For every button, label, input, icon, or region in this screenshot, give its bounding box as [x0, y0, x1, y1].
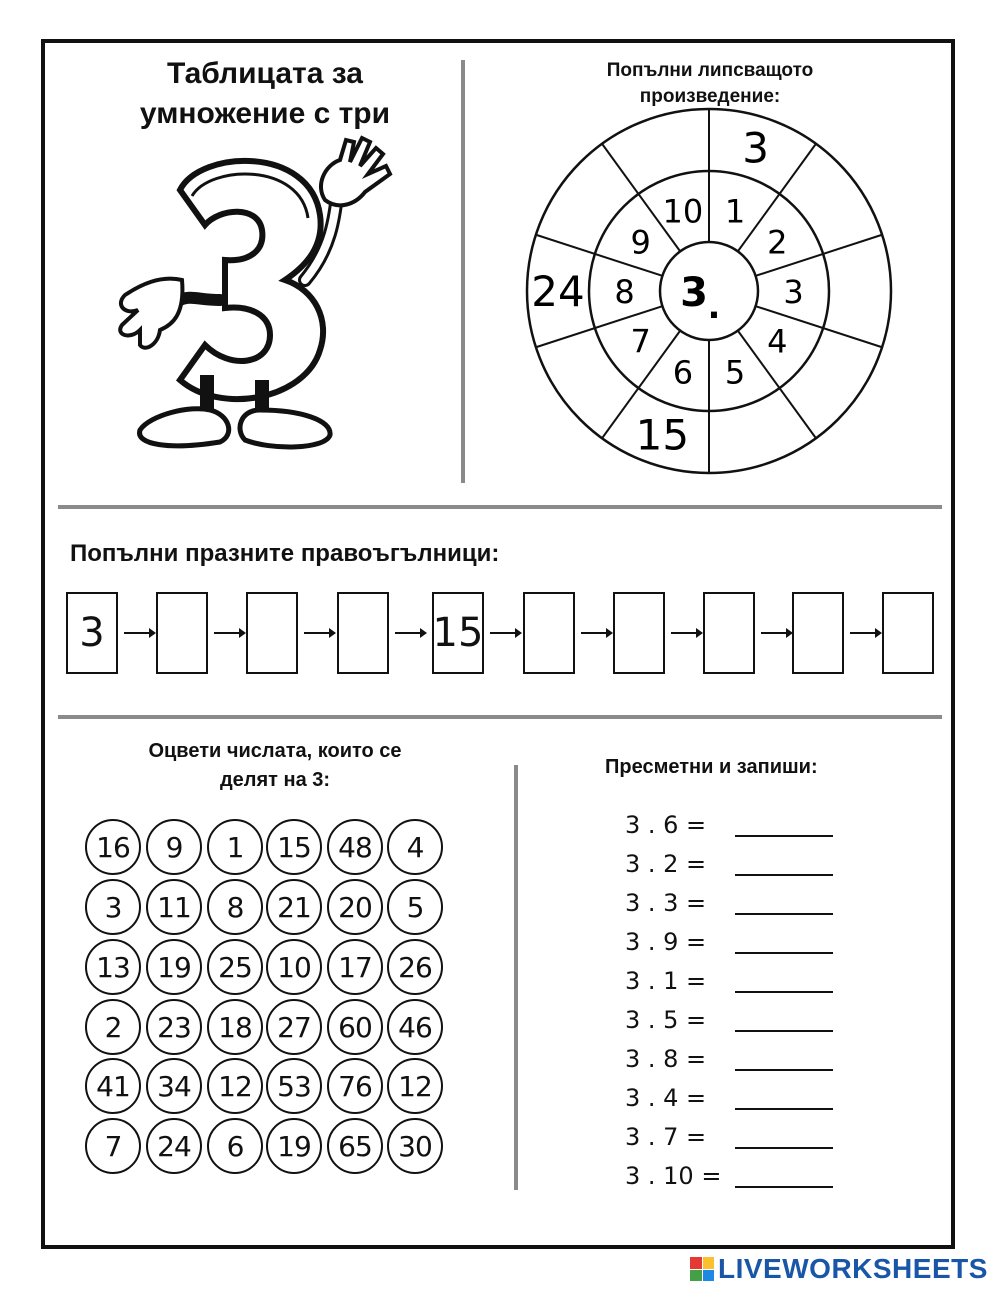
number-circle[interactable]: 2 — [85, 999, 141, 1055]
number-circle[interactable]: 48 — [327, 819, 383, 875]
calc-row — [625, 927, 865, 957]
number-three-mascot — [110, 130, 410, 460]
number-circle[interactable]: 19 — [146, 939, 202, 995]
wheel-inner-number: 4 — [767, 322, 788, 361]
calc-row — [625, 1005, 865, 1035]
chain-arrow-icon — [214, 632, 244, 634]
chain-arrow-icon — [304, 632, 334, 634]
number-circle[interactable]: 12 — [207, 1058, 263, 1114]
calc-expression: 3 . 1 = — [625, 967, 707, 995]
number-circle[interactable]: 27 — [266, 999, 322, 1055]
chain-arrow-icon — [490, 632, 520, 634]
number-circle[interactable]: 76 — [327, 1058, 383, 1114]
answer-blank[interactable] — [735, 1069, 833, 1071]
number-circle[interactable]: 10 — [266, 939, 322, 995]
wheel-inner-number: 6 — [672, 353, 694, 392]
number-circle[interactable]: 4 — [387, 819, 443, 875]
calc-expression: 3 . 6 = — [625, 811, 707, 839]
chain-arrow-icon — [395, 632, 425, 634]
answer-blank[interactable] — [735, 991, 833, 993]
number-circle[interactable]: 26 — [387, 939, 443, 995]
liveworksheets-logo-icon — [690, 1257, 714, 1281]
chain-arrow-icon — [761, 632, 791, 634]
calc-row — [625, 1122, 865, 1152]
calc-expression: 3 . 9 = — [625, 928, 707, 956]
chain-arrow-icon — [671, 632, 701, 634]
calc-row — [625, 1083, 865, 1113]
calc-expression: 3 . 7 = — [625, 1123, 707, 1151]
number-circle[interactable]: 3 — [85, 879, 141, 935]
number-circle[interactable]: 46 — [387, 999, 443, 1055]
wheel-center-dot: . — [707, 287, 721, 327]
number-circle[interactable]: 23 — [146, 999, 202, 1055]
wheel-inner-number: 2 — [767, 223, 788, 262]
chain-box[interactable] — [523, 592, 575, 674]
number-circle[interactable]: 41 — [85, 1058, 141, 1114]
calc-expression: 3 . 4 = — [625, 1084, 707, 1112]
calc-row — [625, 849, 865, 879]
chain-box: 3 — [66, 592, 118, 674]
number-circle[interactable]: 53 — [266, 1058, 322, 1114]
calc-expression: 3 . 3 = — [625, 889, 707, 917]
chain-arrow-icon — [850, 632, 880, 634]
answer-blank[interactable] — [735, 913, 833, 915]
number-circle[interactable]: 13 — [85, 939, 141, 995]
chain-box[interactable] — [156, 592, 208, 674]
chain-box[interactable] — [792, 592, 844, 674]
chain-box: 15 — [432, 592, 484, 674]
number-circle[interactable]: 30 — [387, 1118, 443, 1174]
chain-arrow-icon — [124, 632, 154, 634]
page-title: Таблицата за умножение с три — [139, 57, 391, 130]
number-circle[interactable]: 21 — [266, 879, 322, 935]
number-circle[interactable]: 12 — [387, 1058, 443, 1114]
divider-2 — [58, 715, 942, 719]
answer-blank[interactable] — [735, 952, 833, 954]
number-circle[interactable]: 6 — [207, 1118, 263, 1174]
calc-expression: 3 . 8 = — [625, 1045, 707, 1073]
number-circle[interactable]: 24 — [146, 1118, 202, 1174]
chain-box[interactable] — [613, 592, 665, 674]
number-circle[interactable]: 15 — [266, 819, 322, 875]
brand-text: LIVEWORKSHEETS — [718, 1253, 988, 1284]
calc-row — [625, 966, 865, 996]
calc-expression: 3 . 5 = — [625, 1006, 707, 1034]
wheel-inner-number: 3 — [783, 273, 804, 311]
number-circle[interactable]: 5 — [387, 879, 443, 935]
wheel-inner-number: 8 — [614, 273, 635, 311]
divider-1 — [58, 505, 942, 509]
answer-blank[interactable] — [735, 835, 833, 837]
number-circle[interactable]: 16 — [85, 819, 141, 875]
wheel-outer-product: 3 — [742, 123, 770, 173]
number-circle[interactable]: 17 — [327, 939, 383, 995]
answer-blank[interactable] — [735, 1030, 833, 1032]
wheel-outer-product: 24 — [531, 267, 585, 316]
calc-row — [625, 1044, 865, 1074]
calc-row — [625, 810, 865, 840]
number-circle[interactable]: 19 — [266, 1118, 322, 1174]
number-circle[interactable]: 60 — [327, 999, 383, 1055]
calc-row — [625, 1161, 865, 1191]
wheel-inner-number: 5 — [724, 353, 746, 392]
liveworksheets-brand — [690, 1252, 988, 1286]
answer-blank[interactable] — [735, 874, 833, 876]
wheel-inner-number: 10 — [662, 192, 704, 231]
wheel-inner-number: 1 — [724, 192, 746, 231]
top-vertical-divider — [461, 60, 465, 483]
calc-title: Пресметни и запиши: — [605, 756, 818, 778]
wheel-center-number: 3 — [680, 270, 708, 316]
chain-box[interactable] — [703, 592, 755, 674]
answer-blank[interactable] — [735, 1108, 833, 1110]
number-circle[interactable]: 20 — [327, 879, 383, 935]
calc-row — [625, 888, 865, 918]
chain-box[interactable] — [246, 592, 298, 674]
wheel-outer-product: 15 — [635, 410, 690, 460]
number-circle[interactable]: 18 — [207, 999, 263, 1055]
chain-arrow-icon — [581, 632, 611, 634]
chain-box[interactable] — [882, 592, 934, 674]
wheel-inner-number: 9 — [630, 223, 651, 262]
answer-blank[interactable] — [735, 1147, 833, 1149]
number-circle[interactable]: 34 — [146, 1058, 202, 1114]
chain-title: Попълни празните правоъгълници: — [70, 540, 500, 567]
calc-expression: 3 . 2 = — [625, 850, 707, 878]
wheel-inner-number: 7 — [630, 322, 651, 361]
divisible-title: Оцвети числата, които се делят на 3: — [148, 740, 402, 791]
number-circle[interactable]: 25 — [207, 939, 263, 995]
number-circle[interactable]: 8 — [207, 879, 263, 935]
number-circle[interactable]: 1 — [207, 819, 263, 875]
chain-box[interactable] — [337, 592, 389, 674]
number-circle[interactable]: 65 — [327, 1118, 383, 1174]
answer-blank[interactable] — [735, 1186, 833, 1188]
multiplication-wheel — [524, 106, 894, 476]
bottom-vertical-divider — [514, 765, 518, 1190]
calc-expression: 3 . 10 = — [625, 1162, 722, 1190]
number-circle[interactable]: 7 — [85, 1118, 141, 1174]
wheel-title: Попълни липсващото произведение: — [606, 60, 814, 107]
number-circle[interactable]: 9 — [146, 819, 202, 875]
number-circle[interactable]: 11 — [146, 879, 202, 935]
